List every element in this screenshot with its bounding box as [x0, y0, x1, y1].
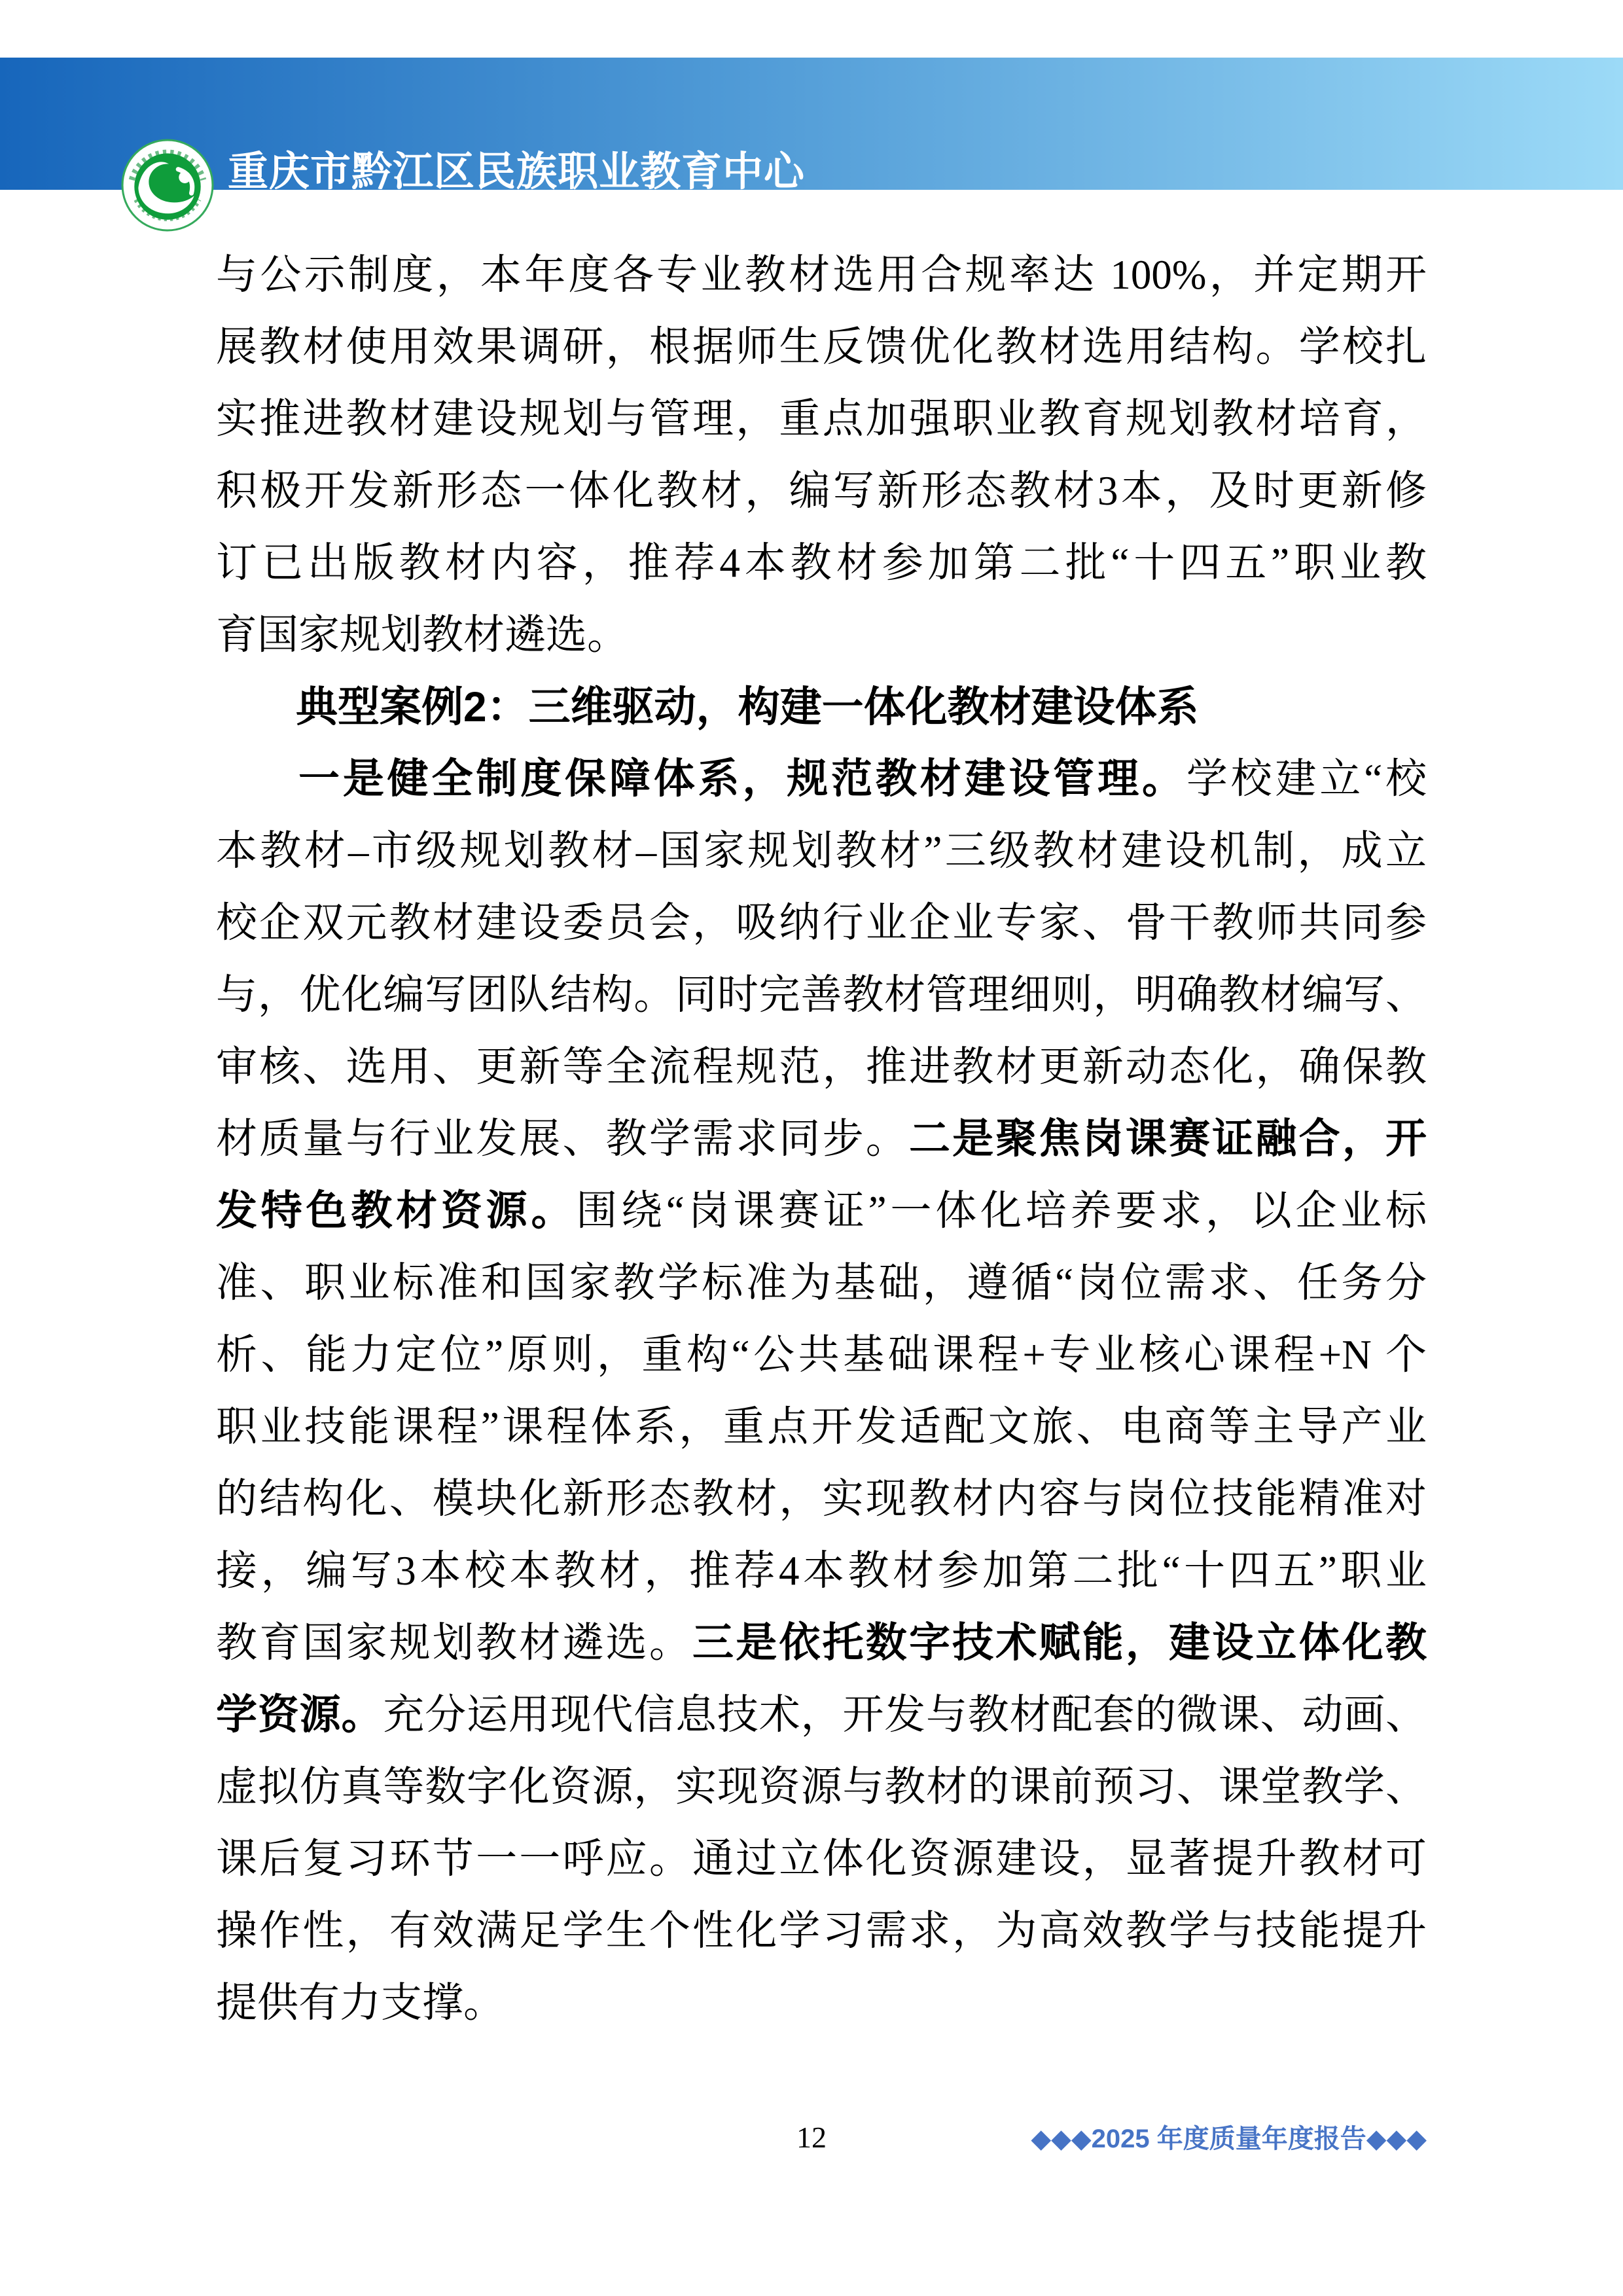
case-heading: 典型案例2：三维驱动，构建一体化教材建设体系: [296, 683, 1199, 730]
text-line: 校企双元教材建设委员会，吸纳行业企业专家、骨干教师共同参: [216, 900, 1427, 946]
text-line: 与，优化编写团队结构。同时完善教材管理细则，明确教材编写、: [216, 972, 1427, 1018]
text-line: 虚拟仿真等数字化资源，实现资源与教材的课前预习、课堂教学、: [216, 1764, 1427, 1810]
text-line: 展教材使用效果调研，根据师生反馈优化教材选用结构。学校扎: [216, 324, 1427, 370]
school-logo: [121, 139, 214, 232]
text-line: 教育国家规划教材遴选。三是依托数字技术赋能，建设立体化教: [216, 1620, 1427, 1666]
text-line: 析、能力定位”原则，重构“公共基础课程+专业核心课程+N 个: [216, 1332, 1427, 1378]
paragraph-1: [216, 239, 1427, 671]
page-number: 12: [796, 2121, 827, 2154]
paragraph-2: [216, 743, 1427, 2039]
text-line: 职业技能课程”课程体系，重点开发适配文旅、电商等主导产业: [216, 1404, 1427, 1450]
text-line: 课后复习环节一一呼应。通过立体化资源建设，显著提升教材可: [216, 1836, 1427, 1882]
header-text-block: [228, 148, 815, 221]
school-name-pinyin: CHONGQING SHI QIANJIANG QU MINZU ZHIYE JIAOYU ZHONGXIN: [228, 200, 815, 221]
text-line: 提供有力支撑。: [216, 1980, 505, 2026]
text-line: 准、职业标准和国家教学标准为基础，遵循“岗位需求、任务分: [216, 1260, 1427, 1306]
header-band: [0, 58, 1623, 221]
text-line: 一是健全制度保障体系，规范教材建设管理。学校建立“校: [298, 756, 1427, 802]
text-line: 发特色教材资源。围绕“岗课赛证”一体化培养要求，以企业标: [216, 1188, 1427, 1234]
text-line: 的结构化、模块化新形态教材，实现教材内容与岗位技能精准对: [216, 1476, 1427, 1522]
text-line: 审核、选用、更新等全流程规范，推进教材更新动态化，确保教: [216, 1044, 1427, 1090]
text-line: 育国家规划教材遴选。: [216, 612, 628, 658]
text-line: 材质量与行业发展、教学需求同步。二是聚焦岗课赛证融合，开: [216, 1116, 1427, 1162]
text-line: 积极开发新形态一体化教材，编写新形态教材3本，及时更新修: [216, 468, 1427, 514]
school-logo-emblem: [121, 139, 214, 232]
text-line: 接，编写3本校本教材，推荐4本教材参加第二批“十四五”职业: [216, 1548, 1427, 1594]
text-line: 实推进教材建设规划与管理，重点加强职业教育规划教材培育，: [216, 396, 1427, 442]
report-footer-label: ◆◆◆2025 年度质量年度报告◆◆◆: [1031, 2125, 1427, 2153]
text-line: 本教材–市级规划教材–国家规划教材”三级教材建设机制，成立: [216, 828, 1427, 874]
text-line: 操作性，有效满足学生个性化学习需求，为高效教学与技能提升: [216, 1908, 1427, 1954]
text-line: 学资源。充分运用现代信息技术，开发与教材配套的微课、动画、: [216, 1692, 1427, 1738]
body-text: [216, 239, 1427, 2039]
school-name-title: 重庆市黔江区民族职业教育中心: [228, 149, 806, 194]
text-line: 与公示制度，本年度各专业教材选用合规率达 100%，并定期开: [216, 252, 1427, 298]
text-line: 订已出版教材内容，推荐4本教材参加第二批“十四五”职业教: [216, 540, 1427, 586]
